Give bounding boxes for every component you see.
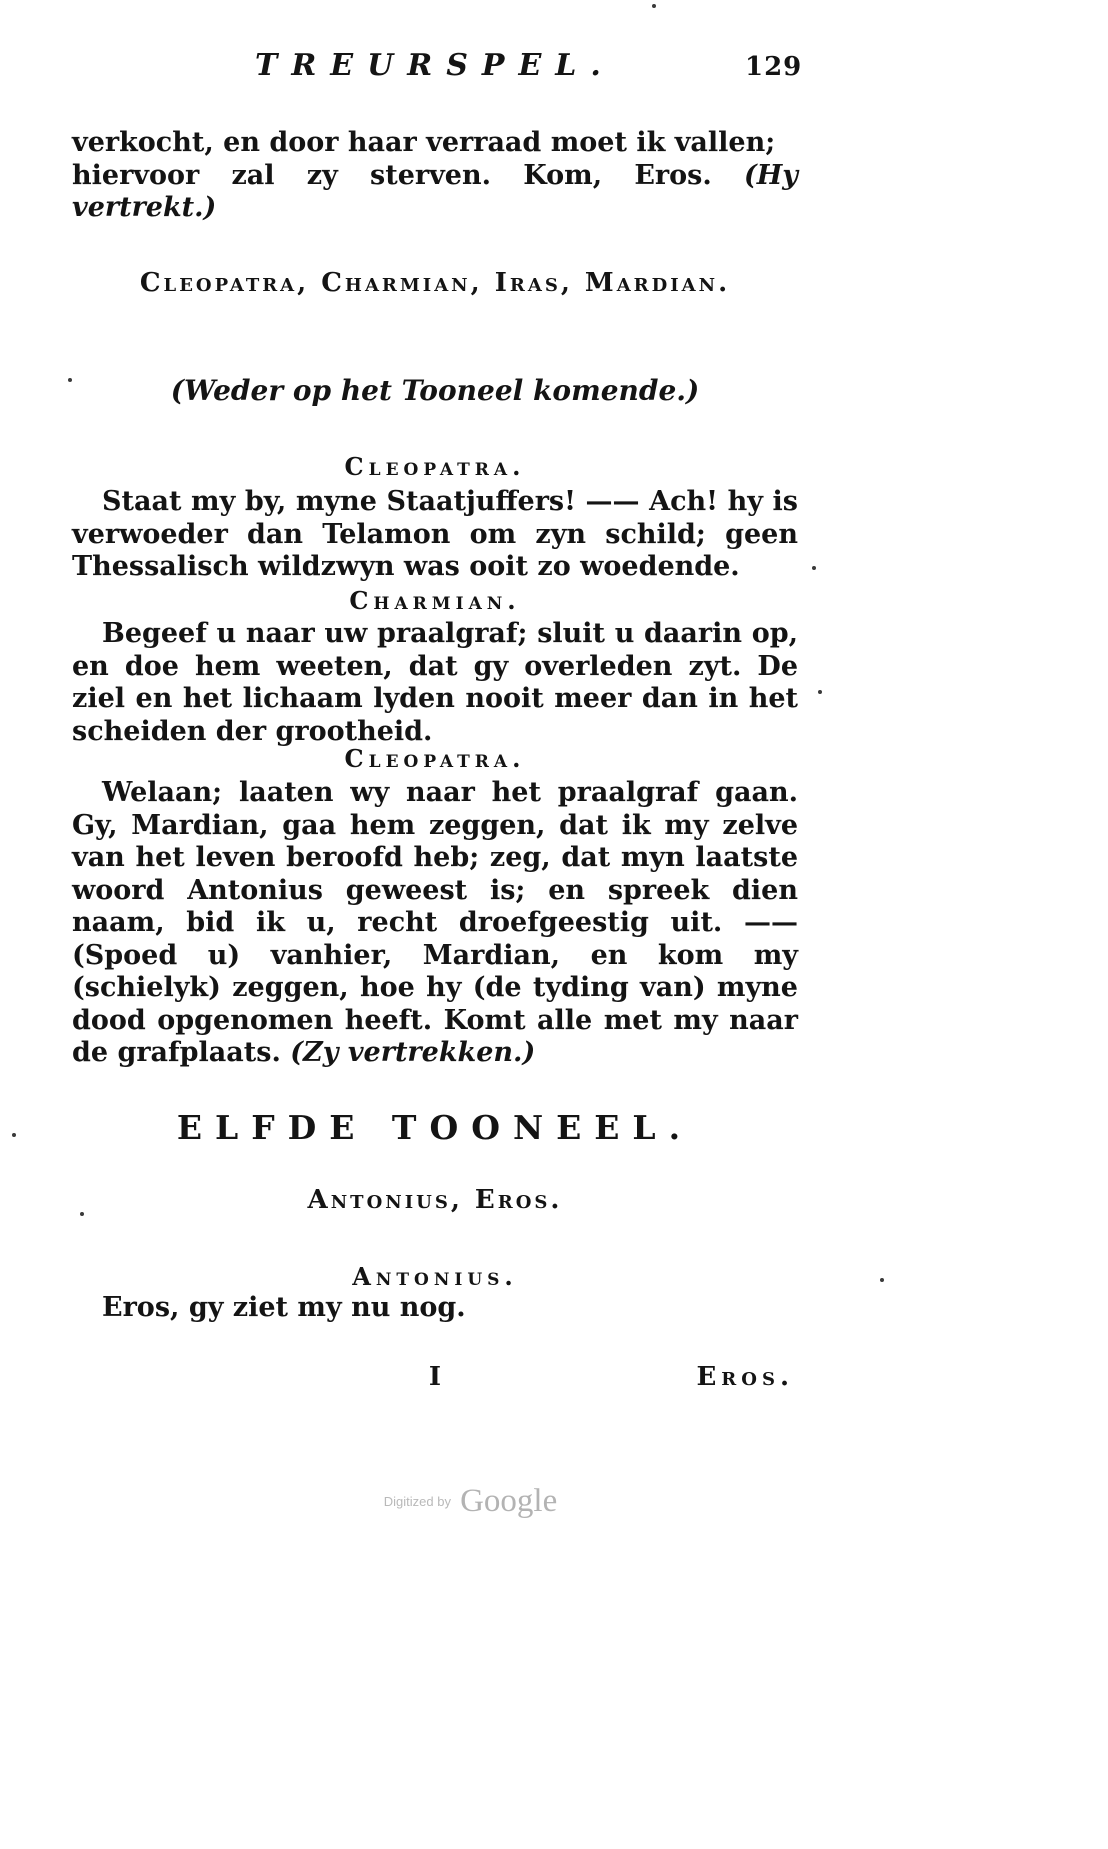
speaker-antonius: Antonius.	[352, 1262, 518, 1291]
speaker-cleopatra: Cleopatra.	[344, 744, 526, 773]
speech-cleopatra-2	[72, 777, 798, 1070]
speaker-charmian: Charmian.	[349, 586, 521, 615]
speech-text: Staat my by, myne Staatjuffers! —— Ach! hy is verwoeder dan Telamon om zyn schild; geen Thessalisch wildzwyn was ooit zo woedende.	[72, 486, 798, 582]
ink-speck	[652, 4, 656, 8]
continuation-line	[72, 160, 798, 225]
page-footer	[72, 1362, 798, 1402]
continuation-passage	[72, 127, 798, 225]
scene-speakers: Cleopatra, Charmian, Iras, Mardian.	[139, 268, 731, 298]
ink-speck	[812, 566, 816, 570]
ink-speck	[68, 378, 72, 382]
ink-speck	[818, 690, 822, 694]
signature-mark: I	[428, 1362, 442, 1392]
page-number: 129	[745, 52, 803, 82]
speech-text: Begeef u naar uw praalgraf; sluit u daarin op, en doe hem weeten, dat gy overleden zyt. De ziel en het lichaam lyden nooit meer dan in het scheiden der grootheid.	[72, 618, 798, 747]
speech-antonius	[72, 1292, 798, 1325]
speech-text-body: Welaan; laaten wy naar het praalgraf gaan. Gy, Mardian, gaa hem zeggen, dat ik my zelve van het leven beroofd heb; zeg, dat myn laatste woord Antonius geweest is; en spreek dien naam, bid ik u, recht droefgeestig uit. —— (Spoed u) vanhier, Mardian, en kom my (schielyk) zeggen, hoe hy (de tyding van) myne dood opgenomen heeft. Komt alle met my naar de grafplaats.	[72, 777, 798, 1068]
running-head	[0, 48, 941, 88]
exit-stage-direction: (Hy vertrekt.)	[72, 159, 798, 223]
ink-speck	[12, 1133, 16, 1137]
ink-speck	[880, 1278, 884, 1282]
ink-speck	[80, 1212, 84, 1216]
continuation-line-text: hiervoor zal zy sterven. Kom, Eros.	[72, 159, 712, 191]
speech-text: Eros, gy ziet my nu nog.	[102, 1292, 466, 1323]
speech-charmian	[72, 618, 798, 748]
speaker-cleopatra: Cleopatra.	[344, 452, 526, 481]
continuation-line: verkocht, en door haar verraad moet ik vallen;	[72, 127, 776, 158]
scene2-speakers: Antonius, Eros.	[307, 1185, 563, 1215]
entry-stage-direction: (Weder op het Tooneel komende.)	[170, 374, 700, 407]
speech-cleopatra-1	[72, 486, 798, 584]
speech-text	[72, 777, 798, 1070]
exit-stage-direction: (Zy vertrekken.)	[290, 1037, 536, 1068]
running-title: TREURSPEL.	[255, 48, 615, 83]
digitized-prefix: Digitized by	[383, 1494, 451, 1509]
digitized-watermark	[300, 1483, 641, 1520]
scene-title: ELFDE TOONEEL.	[176, 1108, 694, 1147]
catchword: Eros.	[696, 1362, 794, 1392]
google-logo: Google	[460, 1483, 558, 1519]
